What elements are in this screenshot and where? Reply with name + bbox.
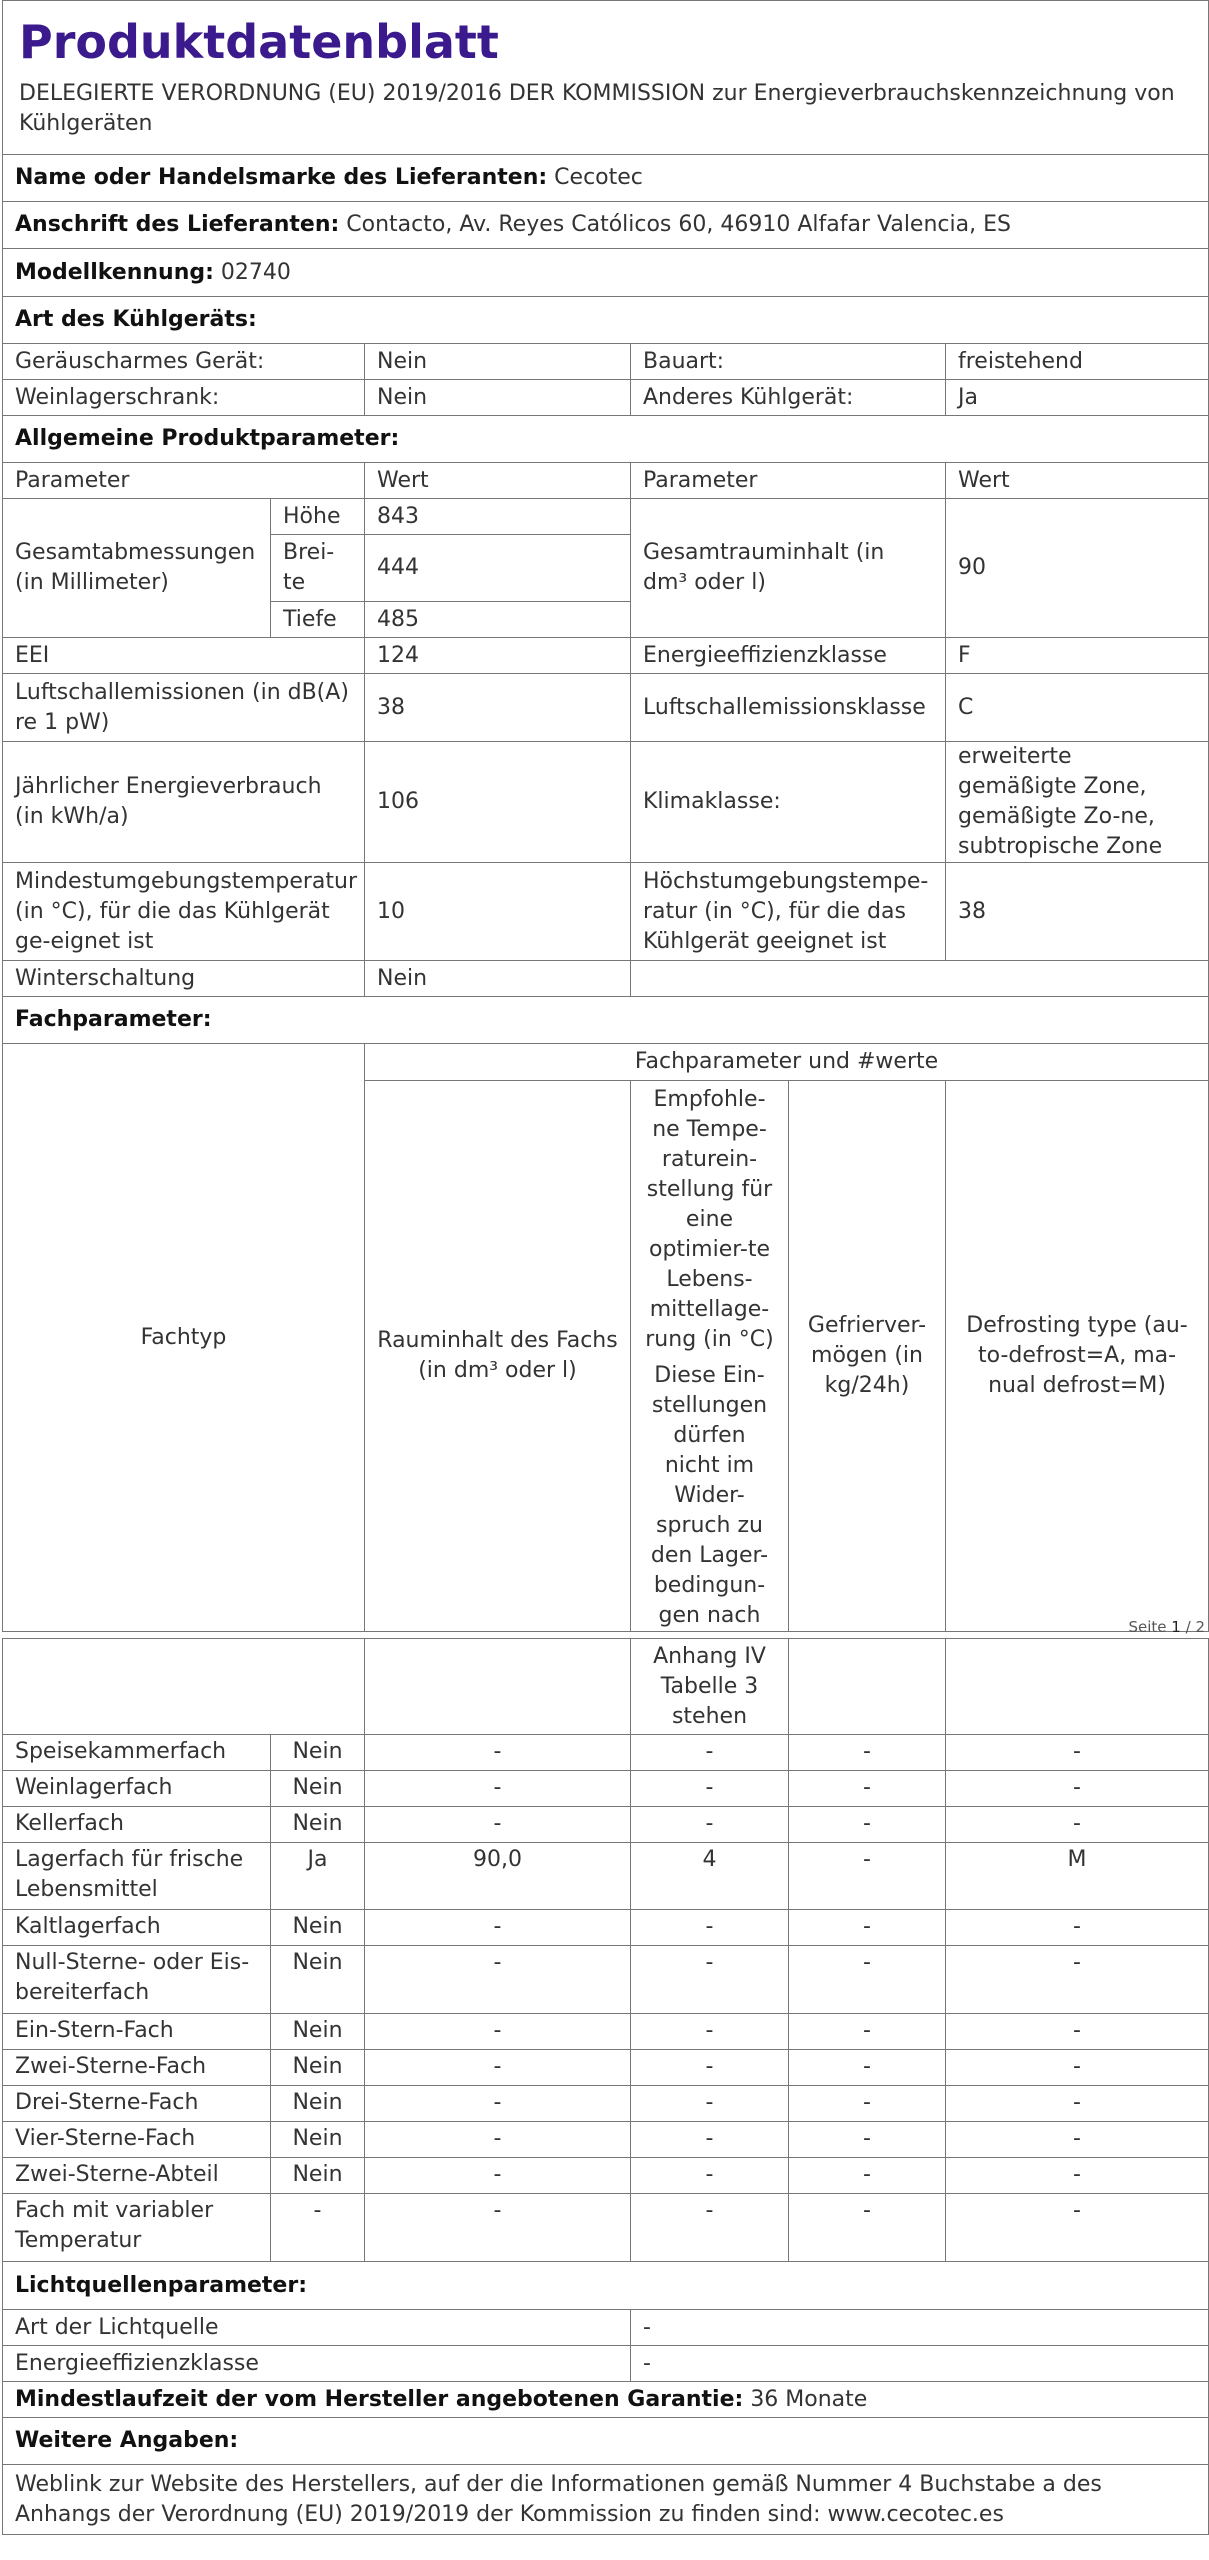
compartment-volume: -	[365, 1807, 631, 1843]
type-value: Nein	[365, 380, 631, 416]
type-value: Nein	[365, 344, 631, 380]
compartment-name: Fach mit variabler Temperatur	[3, 2194, 271, 2262]
table-row	[3, 2122, 1209, 2158]
type-value: Ja	[946, 380, 1209, 416]
temp-header-part-a: Empfohle-ne Tempe-raturein-stellung für eine optimier-te Lebens-mittellage-rung (in °C)	[645, 1087, 774, 1352]
param-label: Luftschallemissionen (in dB(A) re 1 pW)	[3, 674, 365, 742]
supplier-address-value: Contacto, Av. Reyes Católicos 60, 46910 Alfafar Valencia, ES	[346, 212, 1011, 237]
dimension-value: 843	[365, 499, 631, 535]
compartment-name: Kellerfach	[3, 1807, 271, 1843]
compartment-type-header: Fachtyp	[3, 1044, 365, 1632]
param-label: Luftschallemissionsklasse	[631, 674, 946, 742]
param-value: F	[946, 638, 1209, 674]
table-row	[3, 1771, 1209, 1807]
param-label: Mindestumgebungstemperatur (in °C), für die das Kühlgerät ge-eignet ist	[3, 863, 365, 961]
compartment-temperature: -	[631, 2158, 789, 2194]
compartment-name: Weinlagerfach	[3, 1771, 271, 1807]
light-class-value: -	[631, 2346, 1209, 2382]
table-row	[3, 1843, 1209, 1910]
supplier-name-label: Name oder Handelsmarke des Lieferanten:	[15, 165, 548, 190]
compartment-defrost-type: -	[946, 1946, 1209, 2014]
total-volume-label: Gesamtrauminhalt (in dm³ oder l)	[631, 499, 946, 638]
model-row	[3, 249, 1209, 297]
table-row	[3, 1807, 1209, 1843]
compartment-volume: -	[365, 2158, 631, 2194]
dimension-value: 444	[365, 535, 631, 602]
compartment-defrost-type: -	[946, 1735, 1209, 1771]
compartment-name: Ein-Stern-Fach	[3, 2014, 271, 2050]
compartment-freezing-capacity: -	[789, 2086, 946, 2122]
table-row	[3, 1946, 1209, 2014]
compartment-volume: -	[365, 1735, 631, 1771]
param-value: 38	[365, 674, 631, 742]
page-subtitle: DELEGIERTE VERORDNUNG (EU) 2019/2016 DER KOMMISSION zur Energieverbrauchskennzeichnung von Kühlgeräten	[19, 80, 1175, 136]
param-value: erweiterte gemäßigte Zone, gemäßigte Zo-ne, subtropische Zone	[946, 742, 1209, 863]
compartment-present: Nein	[271, 1735, 365, 1771]
compartment-temperature: -	[631, 2194, 789, 2262]
type-label: Anderes Kühlgerät:	[631, 380, 946, 416]
compartment-present: Ja	[271, 1843, 365, 1910]
compartment-volume: -	[365, 1771, 631, 1807]
compartment-present: Nein	[271, 1946, 365, 2014]
dimensions-label: Gesamtabmessungen (in Millimeter)	[3, 499, 271, 638]
supplier-address-row	[3, 202, 1209, 249]
compartment-defrost-type: -	[946, 2014, 1209, 2050]
compartment-temperature: 4	[631, 1843, 789, 1910]
compartment-temp-header	[631, 1081, 789, 1632]
compartment-volume: -	[365, 1910, 631, 1946]
dimension-label: Höhe	[271, 499, 365, 535]
empty-cell	[365, 1639, 631, 1735]
warranty-row	[3, 2382, 1209, 2418]
compartment-volume: -	[365, 2194, 631, 2262]
compartment-volume: -	[365, 1946, 631, 2014]
compartment-temperature: -	[631, 2086, 789, 2122]
datasheet-table-page2	[2, 1638, 1209, 2535]
warranty-label: Mindestlaufzeit der vom Hersteller angebotenen Garantie:	[15, 2386, 744, 2412]
section-heading-general: Allgemeine Produktparameter:	[3, 416, 1209, 463]
compartment-temperature: -	[631, 2050, 789, 2086]
page-title: Produktdatenblatt	[19, 14, 499, 69]
supplier-name-row	[3, 155, 1209, 202]
compartment-defrost-type: M	[946, 1843, 1209, 1910]
compartment-present: Nein	[271, 2122, 365, 2158]
table-row	[3, 2194, 1209, 2262]
compartment-defrost-header: Defrosting type (au-to-defrost=A, ma-nual defrost=M)	[946, 1081, 1209, 1632]
compartment-present: Nein	[271, 2014, 365, 2050]
winter-label: Winterschaltung	[3, 961, 365, 997]
compartment-freezing-capacity: -	[789, 2050, 946, 2086]
further-info-text: Weblink zur Website des Herstellers, auf der die Informationen gemäß Nummer 4 Buchstabe a des Anhangs der Verordnung (EU) 2019/2019 der Kommission zu finden sind:	[15, 2471, 1102, 2527]
compartment-freezing-capacity: -	[789, 1735, 946, 1771]
compartment-rows	[3, 1735, 1209, 2262]
empty-cell	[789, 1639, 946, 1735]
empty-cell	[946, 1639, 1209, 1735]
param-label: Jährlicher Energieverbrauch (in kWh/a)	[3, 742, 365, 863]
compartment-present: Nein	[271, 1807, 365, 1843]
warranty-value: 36 Monate	[750, 2386, 868, 2412]
compartment-temperature: -	[631, 2122, 789, 2158]
column-header: Wert	[365, 463, 631, 499]
compartment-freezing-capacity: -	[789, 1946, 946, 2014]
compartment-name: Zwei-Sterne-Abteil	[3, 2158, 271, 2194]
compartment-volume: -	[365, 2086, 631, 2122]
param-value: 124	[365, 638, 631, 674]
table-row	[3, 1735, 1209, 1771]
type-label: Weinlagerschrank:	[3, 380, 365, 416]
page-2	[0, 1638, 1209, 2560]
compartment-volume: 90,0	[365, 1843, 631, 1910]
dimension-value: 485	[365, 602, 631, 638]
compartment-present: Nein	[271, 2050, 365, 2086]
compartment-volume: -	[365, 2014, 631, 2050]
compartment-freezing-capacity: -	[789, 1807, 946, 1843]
compartment-temperature: -	[631, 2014, 789, 2050]
compartment-freezing-capacity: -	[789, 2158, 946, 2194]
light-class-label: Energieeffizienzklasse	[3, 2346, 631, 2382]
total-volume-value: 90	[946, 499, 1209, 638]
compartment-freezing-capacity: -	[789, 2194, 946, 2262]
param-label: Energieeffizienzklasse	[631, 638, 946, 674]
compartment-volume: -	[365, 2050, 631, 2086]
supplier-address-label: Anschrift des Lieferanten:	[15, 212, 340, 237]
column-header: Parameter	[631, 463, 946, 499]
compartment-present: Nein	[271, 2158, 365, 2194]
compartment-name: Vier-Sterne-Fach	[3, 2122, 271, 2158]
column-header: Parameter	[3, 463, 365, 499]
light-type-value: -	[631, 2310, 1209, 2346]
compartment-defrost-type: -	[946, 2050, 1209, 2086]
empty-cell	[3, 1639, 365, 1735]
compartment-name: Speisekammerfach	[3, 1735, 271, 1771]
type-value: freistehend	[946, 344, 1209, 380]
param-value: 10	[365, 863, 631, 961]
compartment-defrost-type: -	[946, 1910, 1209, 1946]
table-row	[3, 2050, 1209, 2086]
section-heading-type: Art des Kühlgeräts:	[3, 297, 1209, 344]
compartment-name: Zwei-Sterne-Fach	[3, 2050, 271, 2086]
table-row	[3, 2014, 1209, 2050]
compartment-present: Nein	[271, 1771, 365, 1807]
section-heading-further: Weitere Angaben:	[3, 2418, 1209, 2465]
header-cell	[3, 1, 1209, 155]
type-label: Bauart:	[631, 344, 946, 380]
model-label: Modellkennung:	[15, 259, 214, 285]
compartment-freezing-capacity: -	[789, 1771, 946, 1807]
compartment-temperature: -	[631, 1946, 789, 2014]
compartment-present: Nein	[271, 1910, 365, 1946]
compartment-freezing-capacity: -	[789, 2014, 946, 2050]
temp-header-continued: Anhang IV Tabelle 3 stehen	[631, 1639, 789, 1735]
compartment-defrost-type: -	[946, 2194, 1209, 2262]
datasheet-table-page1	[2, 0, 1209, 1632]
manufacturer-url[interactable]: www.cecotec.es	[827, 2501, 1004, 2527]
compartment-temperature: -	[631, 1807, 789, 1843]
compartment-present: Nein	[271, 2086, 365, 2122]
compartment-defrost-type: -	[946, 2158, 1209, 2194]
dimension-label: Brei-te	[271, 535, 365, 602]
compartment-defrost-type: -	[946, 2086, 1209, 2122]
compartment-freezing-capacity: -	[789, 1843, 946, 1910]
compartment-name: Kaltlagerfach	[3, 1910, 271, 1946]
section-heading-light: Lichtquellenparameter:	[3, 2262, 1209, 2310]
param-value: 38	[946, 863, 1209, 961]
compartment-name: Null-Sterne- oder Eis-bereiterfach	[3, 1946, 271, 2014]
param-value: 106	[365, 742, 631, 863]
compartment-defrost-type: -	[946, 1771, 1209, 1807]
column-header: Wert	[946, 463, 1209, 499]
light-type-label: Art der Lichtquelle	[3, 2310, 631, 2346]
param-label: EEI	[3, 638, 365, 674]
compartment-freeze-header: Gefrierver-mögen (in kg/24h)	[789, 1081, 946, 1632]
param-label: Höchstumgebungstempe-ratur (in °C), für die das Kühlgerät geeignet ist	[631, 863, 946, 961]
compartment-group-header: Fachparameter und #werte	[365, 1044, 1209, 1081]
compartment-temperature: -	[631, 1910, 789, 1946]
compartment-name: Lagerfach für frische Lebensmittel	[3, 1843, 271, 1910]
type-label: Geräuscharmes Gerät:	[3, 344, 365, 380]
table-row	[3, 2158, 1209, 2194]
compartment-defrost-type: -	[946, 1807, 1209, 1843]
param-value: C	[946, 674, 1209, 742]
table-row	[3, 2086, 1209, 2122]
temp-header-part-b: Diese Ein-stellungen dürfen nicht im Wider-spruch zu den Lager-bedingun-gen nach	[650, 1363, 769, 1628]
empty-cell	[631, 961, 1209, 997]
param-label: Klimaklasse:	[631, 742, 946, 863]
compartment-present: -	[271, 2194, 365, 2262]
supplier-name-value: Cecotec	[554, 165, 643, 190]
compartment-volume: -	[365, 2122, 631, 2158]
compartment-temperature: -	[631, 1771, 789, 1807]
compartment-defrost-type: -	[946, 2122, 1209, 2158]
compartment-temperature: -	[631, 1735, 789, 1771]
page-number: Seite 1 / 2	[1128, 1618, 1205, 1636]
compartment-freezing-capacity: -	[789, 2122, 946, 2158]
compartment-name: Drei-Sterne-Fach	[3, 2086, 271, 2122]
dimension-label: Tiefe	[271, 602, 365, 638]
model-value: 02740	[220, 259, 291, 285]
section-heading-compartments: Fachparameter:	[3, 997, 1209, 1044]
winter-value: Nein	[365, 961, 631, 997]
compartment-volume-header: Rauminhalt des Fachs (in dm³ oder l)	[365, 1081, 631, 1632]
compartment-freezing-capacity: -	[789, 1910, 946, 1946]
further-info-row	[3, 2465, 1209, 2535]
table-row	[3, 1910, 1209, 1946]
